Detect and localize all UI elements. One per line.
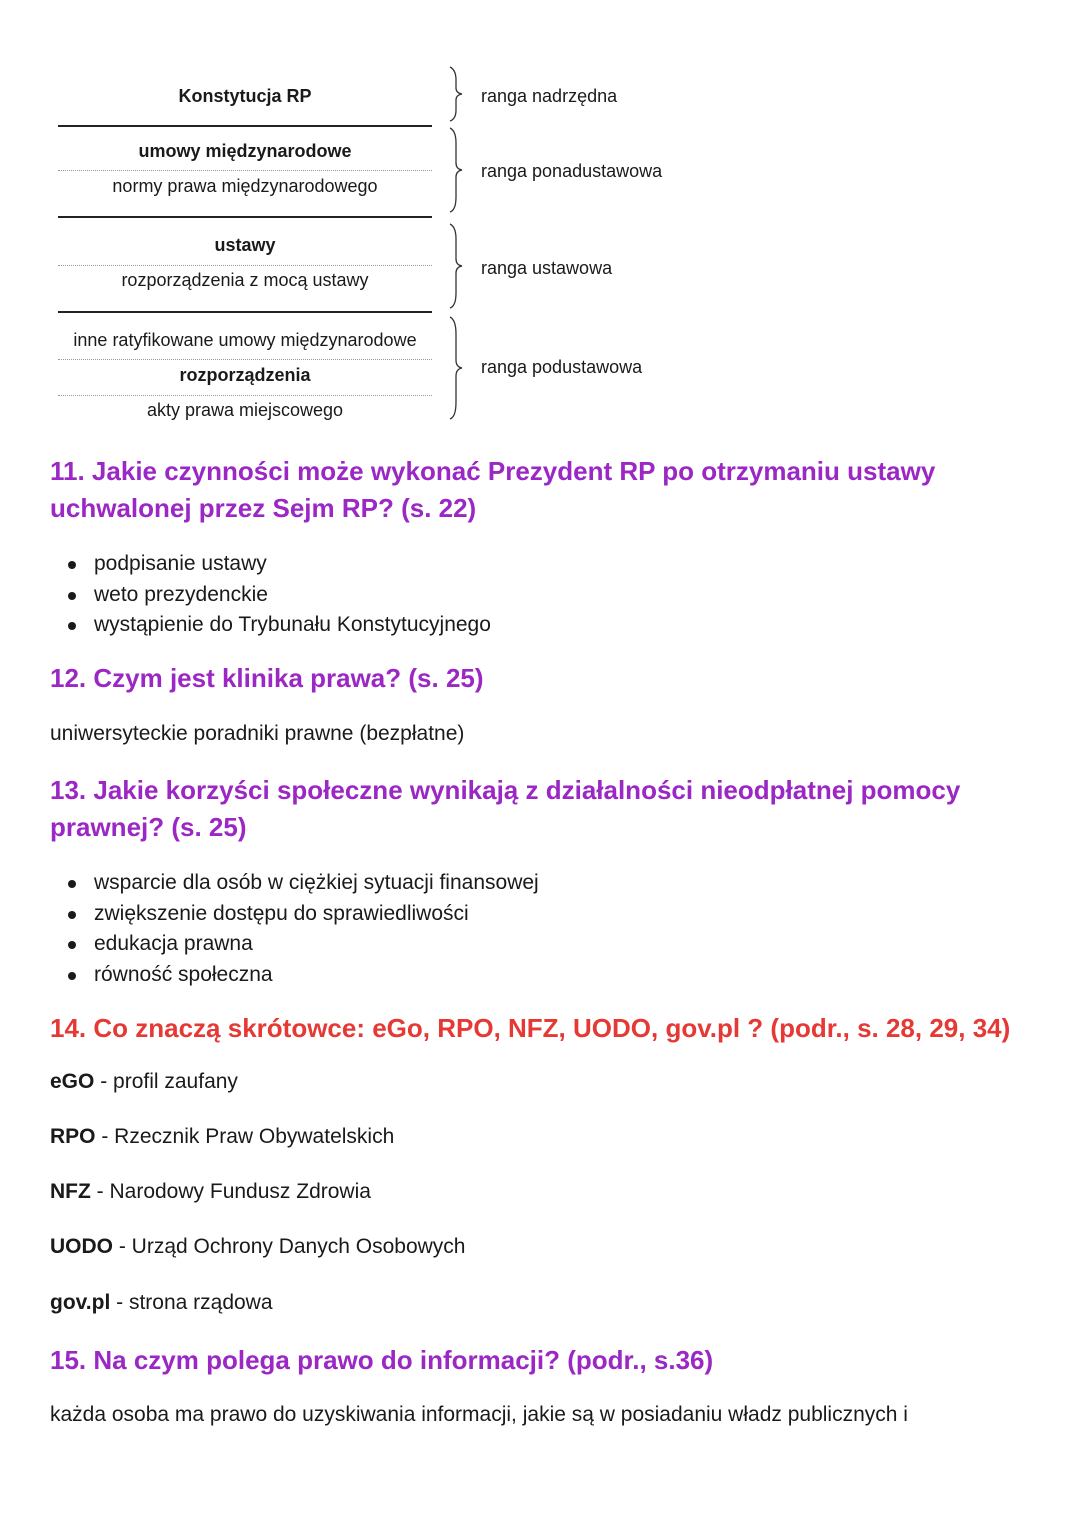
abbreviation-meaning: - Narodowy Fundusz Zdrowia <box>90 1180 371 1203</box>
divider <box>58 395 432 396</box>
divider <box>58 311 432 313</box>
list-item: zwiększenie dostępu do sprawiedliwości <box>94 899 539 930</box>
list-item: edukacja prawna <box>94 929 539 960</box>
list-item: podpisanie ustawy <box>94 549 491 580</box>
question-14-heading: 14. Co znaczą skrótowce: eGo, RPO, NFZ, UODO, gov.pl ? (podr., s. 28, 29, 34) <box>50 1013 1011 1043</box>
list-item: weto prezydenckie <box>94 580 491 611</box>
abbreviation: NFZ <box>50 1180 91 1203</box>
abbreviation-meaning: - Urząd Ochrony Danych Osobowych <box>113 1235 466 1258</box>
abbreviation-meaning: - profil zaufany <box>94 1070 238 1093</box>
diagram-cell: akty prawa miejscowego <box>146 400 344 420</box>
rank-label: ranga podustawowa <box>481 357 643 377</box>
q15-answer: każda osoba ma prawo do uzyskiwania informacji, jakie są w posiadaniu władz publicznych i <box>50 1403 908 1426</box>
brace-icon <box>446 316 468 420</box>
brace-icon <box>446 66 468 122</box>
list-item: wsparcie dla osób w ciężkiej sytuacji finansowej <box>94 868 539 899</box>
q11-list <box>50 549 491 641</box>
question-13-heading: 13. Jakie korzyści społeczne wynikają z działalności nieodpłatnej pomocy prawnej? (s. 25) <box>50 775 961 842</box>
brace-icon <box>446 127 468 213</box>
abbreviation: RPO <box>50 1125 96 1148</box>
abbreviation: eGO <box>50 1070 95 1093</box>
diagram-cell: rozporządzenia <box>179 365 311 385</box>
diagram-cell: umowy międzynarodowe <box>138 141 352 161</box>
abbreviation-row <box>50 1180 371 1204</box>
list-item: równość społeczna <box>94 960 539 991</box>
divider <box>58 216 432 218</box>
divider <box>58 125 432 127</box>
divider <box>58 170 432 171</box>
question-15-heading: 15. Na czym polega prawo do informacji? (podr., s.36) <box>50 1345 714 1375</box>
question-12-heading: 12. Czym jest klinika prawa? (s. 25) <box>50 663 484 693</box>
abbreviation-meaning: - Rzecznik Praw Obywatelskich <box>95 1125 395 1148</box>
abbreviation-row <box>50 1125 394 1149</box>
abbreviation-row <box>50 1070 238 1094</box>
diagram-cell: Konstytucja RP <box>178 86 312 106</box>
divider <box>58 359 432 360</box>
brace-icon <box>446 223 468 309</box>
abbreviation: UODO <box>50 1235 113 1258</box>
divider <box>58 265 432 266</box>
diagram-cell: inne ratyfikowane umowy międzynarodowe <box>73 330 417 350</box>
q13-list <box>50 868 539 990</box>
diagram-cell: normy prawa międzynarodowego <box>112 176 378 196</box>
q12-answer: uniwersyteckie poradniki prawne (bezpłatne) <box>50 722 465 745</box>
rank-label: ranga nadrzędna <box>481 86 618 106</box>
rank-label: ranga ustawowa <box>481 258 613 278</box>
abbreviation-row <box>50 1291 273 1315</box>
rank-label: ranga ponadustawowa <box>481 161 663 181</box>
list-item: wystąpienie do Trybunału Konstytucyjnego <box>94 610 491 641</box>
diagram-cell: rozporządzenia z mocą ustawy <box>121 270 369 290</box>
abbreviation-meaning: - strona rządowa <box>110 1291 273 1314</box>
abbreviation: gov.pl <box>50 1291 111 1314</box>
abbreviation-row <box>50 1235 465 1259</box>
diagram-cell: ustawy <box>214 235 276 255</box>
question-11-heading: 11. Jakie czynności może wykonać Prezydent RP po otrzymaniu ustawy uchwalonej przez Sejm RP? (s. 22) <box>50 456 936 523</box>
